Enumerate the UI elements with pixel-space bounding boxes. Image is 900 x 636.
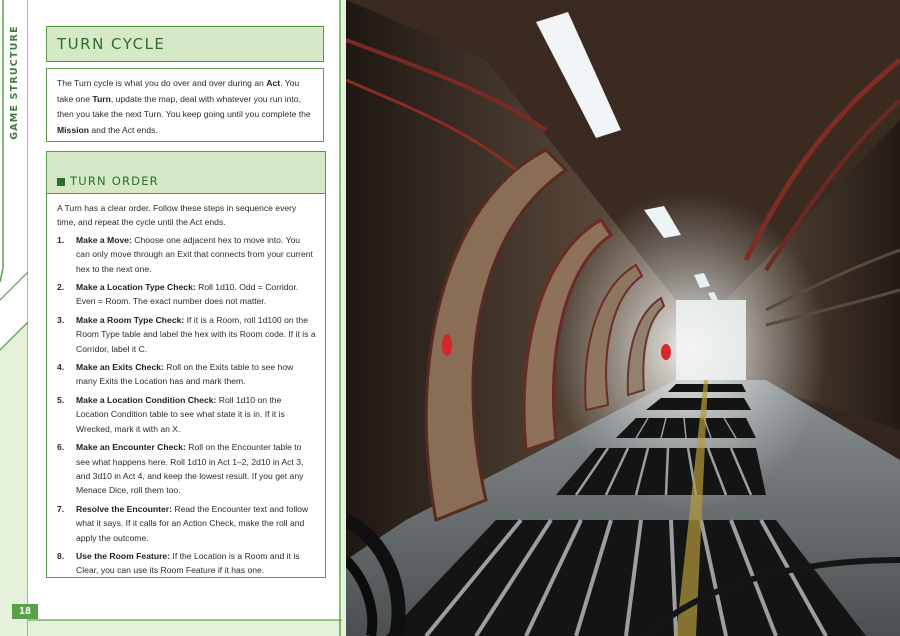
- text-page: [0, 0, 346, 636]
- list-item: 4. Make an Exits Check: Roll on the Exits table to see how many Exits the Location has and mark them.: [57, 362, 294, 387]
- turn-order-heading: TURN ORDER: [70, 174, 159, 188]
- square-bullet-icon: [57, 178, 65, 186]
- corridor-illustration: [346, 0, 900, 636]
- spine-divider: [338, 0, 346, 636]
- footer-band: [28, 616, 346, 636]
- turn-order-panel: [46, 151, 326, 578]
- list-item: 8. Use the Room Feature: If the Location is a Room and it is Clear, you can use its Room Feature if it has one.: [57, 550, 300, 576]
- turn-order-lead: A Turn has a clear order. Follow these steps in sequence every time, and repeat the cycle until the Act ends.: [57, 203, 297, 228]
- list-item: 6. Make an Encounter Check: Roll on the Encounter table to see what happens here. Roll 1d10 in Act 1–2, 2d10 in Act 3, and 3d10 in Act 4, and keep the lowest result. If you get any Menace Dice, roll them too.: [57, 442, 304, 496]
- page-title: TURN CYCLE: [46, 26, 324, 62]
- sidebar-section-label: GAME STRUCTURE: [8, 24, 20, 140]
- intro-text: The Turn cycle is what you do over and over during an Act. You take one Turn, update the map, deal with whatever you run into, then you take the next Turn. You keep going until you complete the Mission and the Act ends.: [46, 68, 324, 142]
- sidebar-fill: [0, 322, 28, 636]
- page-number: 18: [12, 604, 38, 619]
- list-item: 7. Resolve the Encounter: Read the Encounter text and follow what it says. If it calls for an Action Check, make the roll and apply the outcome.: [57, 503, 309, 543]
- list-item: 2. Make a Location Type Check: Roll 1d10. Odd = Corridor. Even = Room. The exact number does not matter.: [57, 282, 299, 307]
- list-item: 5. Make a Location Condition Check: Roll 1d10 on the Location Condition table to see what state it is in. If it is Wrecked, mark it with an X.: [57, 394, 285, 434]
- list-item: 3. Make a Room Type Check: If it is a Room, roll 1d100 on the Room Type table and label the hex with its Room code. If it is a Corridor, label it C.: [57, 314, 316, 354]
- turn-order-header: [47, 152, 325, 194]
- turn-steps-list: [57, 233, 316, 578]
- list-item: 1. Make a Move: Choose one adjacent hex to move into. You can only move through an Exit that connects from your current hex to the next one.: [57, 234, 313, 274]
